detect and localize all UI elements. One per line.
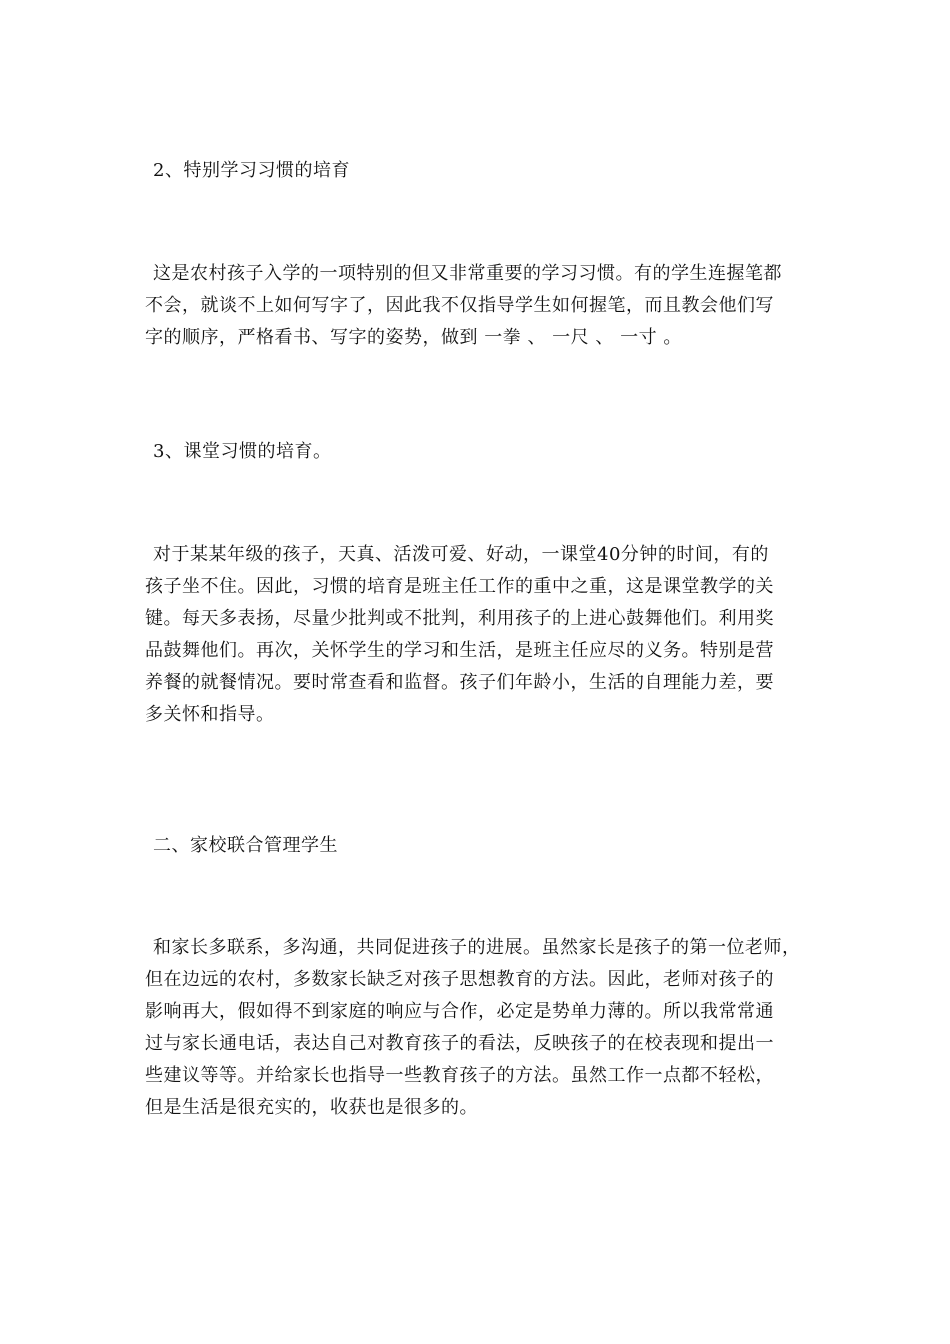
part-2-heading: 二、家校联合管理学生 <box>153 835 338 856</box>
paragraph-line: 多关怀和指导。 <box>145 704 275 725</box>
paragraph-line: 字的顺序，严格看书、写字的姿势，做到 一拳 、 一尺 、 一寸 。 <box>145 327 682 348</box>
paragraph-line: 但是生活是很充实的，收获也是很多的。 <box>145 1097 478 1118</box>
section-2-heading: 2、特别学习习惯的培育 <box>153 160 350 181</box>
paragraph-line: 不会，就谈不上如何写字了，因此我不仅指导学生如何握笔，而且教会他们写 <box>145 295 774 316</box>
paragraph-line: 但在边远的农村，多数家长缺乏对孩子思想教育的方法。因此，老师对孩子的 <box>145 969 774 990</box>
paragraph-line: 孩子坐不住。因此，习惯的培育是班主任工作的重中之重，这是课堂教学的关 <box>145 576 774 597</box>
paragraph-line: 键。每天多表扬，尽量少批判或不批判，利用孩子的上进心鼓舞他们。利用奖 <box>145 608 774 629</box>
paragraph-line: 这是农村孩子入学的一项特别的但又非常重要的学习习惯。有的学生连握笔都 <box>153 263 782 284</box>
paragraph-line: 过与家长通电话，表达自己对教育孩子的看法，反映孩子的在校表现和提出一 <box>145 1033 774 1054</box>
section-3-paragraph <box>145 539 835 731</box>
paragraph-line: 些建议等等。并给家长也指导一些教育孩子的方法。虽然工作一点都不轻松， <box>145 1065 774 1086</box>
part-2-paragraph <box>145 932 835 1124</box>
paragraph-line: 品鼓舞他们。再次，关怀学生的学习和生活，是班主任应尽的义务。特别是营 <box>145 640 774 661</box>
paragraph-line: 和家长多联系，多沟通，共同促进孩子的进展。虽然家长是孩子的第一位老师， <box>153 937 801 958</box>
paragraph-line: 养餐的就餐情况。要时常查看和监督。孩子们年龄小，生活的自理能力差，要 <box>145 672 774 693</box>
paragraph-line: 对于某某年级的孩子，天真、活泼可爱、好动，一课堂40分钟的时间，有的 <box>153 544 769 565</box>
section-3-heading: 3、课堂习惯的培育。 <box>153 441 332 462</box>
section-2-paragraph <box>145 258 835 354</box>
paragraph-line: 影响再大，假如得不到家庭的响应与合作，必定是势单力薄的。所以我常常通 <box>145 1001 774 1022</box>
